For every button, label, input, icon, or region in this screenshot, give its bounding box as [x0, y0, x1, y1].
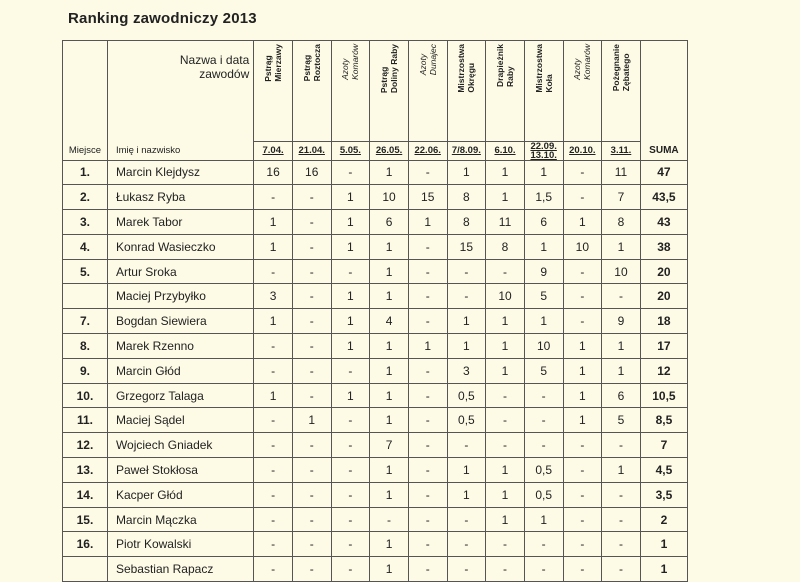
sum-cell: 3,5 — [640, 482, 687, 507]
score-cell: - — [408, 458, 447, 483]
score-cell: - — [602, 284, 641, 309]
score-cell: - — [292, 458, 331, 483]
score-cell: 1 — [524, 234, 563, 259]
score-cell: - — [292, 259, 331, 284]
score-cell: 1 — [331, 185, 370, 210]
table-row — [63, 458, 688, 483]
score-cell: - — [408, 259, 447, 284]
score-cell: - — [602, 557, 641, 582]
event-name: Azoty Komarów — [340, 44, 361, 80]
score-cell: 1 — [370, 408, 409, 433]
score-cell: - — [254, 334, 293, 359]
score-cell: 9 — [524, 259, 563, 284]
score-cell: 1 — [447, 309, 486, 334]
score-cell: 1 — [563, 383, 602, 408]
sum-header-top — [640, 41, 687, 142]
score-cell: - — [292, 185, 331, 210]
score-cell: 8 — [447, 185, 486, 210]
event-date: 5.05. — [331, 141, 370, 160]
score-cell: 1 — [331, 210, 370, 235]
score-cell: 1 — [602, 334, 641, 359]
place-cell: 16. — [63, 532, 108, 557]
score-cell: - — [331, 507, 370, 532]
score-cell: - — [331, 532, 370, 557]
table-row — [63, 334, 688, 359]
event-name: Pstrąg Doliny Raby — [379, 44, 400, 94]
sum-cell: 10,5 — [640, 383, 687, 408]
score-cell: 1 — [486, 160, 525, 185]
name-cell: Grzegorz Talaga — [107, 383, 253, 408]
name-cell: Maciej Przybyłko — [107, 284, 253, 309]
event-date: 21.04. — [292, 141, 331, 160]
score-cell: 6 — [524, 210, 563, 235]
score-cell: - — [602, 532, 641, 557]
score-cell: 1 — [447, 334, 486, 359]
score-cell: 8 — [602, 210, 641, 235]
score-cell: 1 — [331, 334, 370, 359]
score-cell: 0,5 — [524, 482, 563, 507]
score-cell: 6 — [602, 383, 641, 408]
score-cell: 1 — [563, 210, 602, 235]
event-header-8 — [524, 41, 563, 142]
score-cell: 5 — [524, 358, 563, 383]
score-cell: 3 — [254, 284, 293, 309]
score-cell: 10 — [524, 334, 563, 359]
score-cell: - — [563, 433, 602, 458]
name-cell: Wojciech Gniadek — [107, 433, 253, 458]
score-cell: 1 — [370, 383, 409, 408]
score-cell: 9 — [602, 309, 641, 334]
place-header: Miejsce — [63, 141, 108, 160]
score-cell: - — [563, 284, 602, 309]
name-header: Imię i nazwisko — [107, 141, 253, 160]
score-cell: 1,5 — [524, 185, 563, 210]
event-date: 26.05. — [370, 141, 409, 160]
table-row — [63, 185, 688, 210]
score-cell: 1 — [254, 234, 293, 259]
event-name: Azoty Dunajec — [417, 44, 438, 76]
score-cell: - — [331, 160, 370, 185]
score-cell: - — [408, 532, 447, 557]
score-cell: - — [524, 532, 563, 557]
sum-cell: 43 — [640, 210, 687, 235]
events-caption — [107, 41, 253, 142]
name-cell: Marcin Głód — [107, 358, 253, 383]
score-cell: 1 — [447, 458, 486, 483]
name-cell: Konrad Wasieczko — [107, 234, 253, 259]
score-cell: - — [331, 557, 370, 582]
score-cell: - — [563, 185, 602, 210]
table-row — [63, 210, 688, 235]
score-cell: - — [602, 482, 641, 507]
score-cell: 1 — [524, 160, 563, 185]
score-cell: 1 — [370, 334, 409, 359]
sum-cell: 43,5 — [640, 185, 687, 210]
sum-cell: 20 — [640, 284, 687, 309]
place-cell: 11. — [63, 408, 108, 433]
score-cell: - — [292, 284, 331, 309]
score-cell: - — [447, 433, 486, 458]
sum-cell: 12 — [640, 358, 687, 383]
score-cell: 0,5 — [524, 458, 563, 483]
score-cell: - — [563, 259, 602, 284]
score-cell: - — [408, 507, 447, 532]
score-cell: - — [254, 259, 293, 284]
score-cell: - — [370, 507, 409, 532]
place-cell: 7. — [63, 309, 108, 334]
score-cell: 1 — [292, 408, 331, 433]
event-name: Pstrąg Roztocza — [301, 44, 322, 82]
score-cell: - — [254, 458, 293, 483]
place-cell: 12. — [63, 433, 108, 458]
name-cell: Artur Sroka — [107, 259, 253, 284]
score-cell: 10 — [563, 234, 602, 259]
place-cell: 15. — [63, 507, 108, 532]
score-cell: - — [254, 507, 293, 532]
score-cell: 1 — [524, 507, 563, 532]
score-cell: - — [486, 408, 525, 433]
score-cell: 8 — [486, 234, 525, 259]
score-cell: - — [292, 557, 331, 582]
score-cell: - — [292, 358, 331, 383]
score-cell: - — [254, 433, 293, 458]
score-cell: 1 — [602, 358, 641, 383]
score-cell: 1 — [486, 358, 525, 383]
score-cell: - — [292, 234, 331, 259]
score-cell: 1 — [254, 210, 293, 235]
score-cell: 1 — [563, 358, 602, 383]
score-cell: - — [524, 383, 563, 408]
name-cell: Paweł Stokłosa — [107, 458, 253, 483]
place-cell: 1. — [63, 160, 108, 185]
score-cell: 8 — [447, 210, 486, 235]
name-cell: Łukasz Ryba — [107, 185, 253, 210]
name-cell: Marek Rzenno — [107, 334, 253, 359]
score-cell: 0,5 — [447, 408, 486, 433]
place-cell: 14. — [63, 482, 108, 507]
sum-cell: 18 — [640, 309, 687, 334]
sum-header: SUMA — [640, 141, 687, 160]
score-cell: - — [331, 482, 370, 507]
score-cell: 0,5 — [447, 383, 486, 408]
score-cell: - — [331, 433, 370, 458]
event-date: 22.09. 13.10. — [524, 141, 563, 160]
table-row — [63, 160, 688, 185]
table-row — [63, 482, 688, 507]
score-cell: - — [292, 507, 331, 532]
score-cell: - — [408, 234, 447, 259]
sum-cell: 17 — [640, 334, 687, 359]
score-cell: 1 — [486, 334, 525, 359]
score-cell: - — [254, 408, 293, 433]
place-cell — [63, 557, 108, 582]
score-cell: 1 — [408, 334, 447, 359]
place-cell: 5. — [63, 259, 108, 284]
event-name: Azoty Komarów — [572, 44, 593, 80]
table-row — [63, 433, 688, 458]
name-cell: Marek Tabor — [107, 210, 253, 235]
score-cell: 10 — [602, 259, 641, 284]
score-cell: - — [254, 358, 293, 383]
event-date: 6.10. — [486, 141, 525, 160]
score-cell: 1 — [370, 532, 409, 557]
score-cell: - — [447, 507, 486, 532]
score-cell: - — [292, 210, 331, 235]
score-cell: - — [408, 309, 447, 334]
sum-cell: 47 — [640, 160, 687, 185]
place-cell: 8. — [63, 334, 108, 359]
score-cell: - — [331, 259, 370, 284]
score-cell: - — [563, 507, 602, 532]
event-date: 22.06. — [408, 141, 447, 160]
sum-cell: 8,5 — [640, 408, 687, 433]
name-cell: Marcin Mączka — [107, 507, 253, 532]
score-cell: 1 — [370, 358, 409, 383]
score-cell: - — [292, 482, 331, 507]
event-date: 7.04. — [254, 141, 293, 160]
score-cell: 15 — [447, 234, 486, 259]
table-row — [63, 309, 688, 334]
score-cell: 6 — [370, 210, 409, 235]
score-cell: 1 — [331, 234, 370, 259]
score-cell: 5 — [524, 284, 563, 309]
score-cell: - — [486, 557, 525, 582]
score-cell: 1 — [370, 234, 409, 259]
place-cell: 2. — [63, 185, 108, 210]
score-cell: - — [602, 433, 641, 458]
event-header-7 — [486, 41, 525, 142]
page-title: Ranking zawodniczy 2013 — [68, 10, 257, 27]
score-cell: 1 — [524, 309, 563, 334]
sum-cell: 1 — [640, 532, 687, 557]
event-date: 20.10. — [563, 141, 602, 160]
event-date: 7/8.09. — [447, 141, 486, 160]
sum-cell: 4,5 — [640, 458, 687, 483]
score-cell: 1 — [486, 507, 525, 532]
table-row — [63, 408, 688, 433]
event-header-1 — [254, 41, 293, 142]
score-cell: 4 — [370, 309, 409, 334]
score-cell: - — [408, 408, 447, 433]
event-header-6 — [447, 41, 486, 142]
event-name: Pstrąg Mierzawy — [263, 44, 284, 82]
event-header-5 — [408, 41, 447, 142]
event-header-2 — [292, 41, 331, 142]
sum-cell: 38 — [640, 234, 687, 259]
score-cell: - — [331, 358, 370, 383]
score-cell: 1 — [563, 408, 602, 433]
score-cell: - — [408, 383, 447, 408]
table-row — [63, 532, 688, 557]
score-cell: 1 — [370, 458, 409, 483]
score-cell: 1 — [447, 160, 486, 185]
score-cell: - — [563, 309, 602, 334]
score-cell: - — [486, 259, 525, 284]
place-cell: 3. — [63, 210, 108, 235]
score-cell: 1 — [331, 309, 370, 334]
place-cell: 10. — [63, 383, 108, 408]
score-cell: - — [254, 185, 293, 210]
event-header-3 — [331, 41, 370, 142]
score-cell: - — [563, 532, 602, 557]
score-cell: 11 — [602, 160, 641, 185]
score-cell: 15 — [408, 185, 447, 210]
score-cell: - — [254, 557, 293, 582]
table-row — [63, 507, 688, 532]
score-cell: - — [408, 433, 447, 458]
score-cell: - — [408, 160, 447, 185]
events-caption-text: Nazwa i data zawodów — [179, 53, 250, 81]
score-cell: 1 — [447, 482, 486, 507]
name-cell: Maciej Sądel — [107, 408, 253, 433]
table-row — [63, 259, 688, 284]
score-cell: 1 — [370, 259, 409, 284]
score-cell: - — [254, 482, 293, 507]
score-cell: 1 — [486, 309, 525, 334]
score-cell: 1 — [602, 458, 641, 483]
score-cell: - — [486, 433, 525, 458]
score-cell: - — [292, 532, 331, 557]
score-cell: - — [524, 408, 563, 433]
place-cell — [63, 284, 108, 309]
score-cell: - — [292, 383, 331, 408]
ranking-table — [62, 40, 688, 582]
score-cell: 3 — [447, 358, 486, 383]
score-cell: 1 — [486, 458, 525, 483]
score-cell: 7 — [370, 433, 409, 458]
score-cell: 10 — [486, 284, 525, 309]
score-cell: 11 — [486, 210, 525, 235]
event-name: Drapieżnik Raby — [495, 44, 516, 87]
place-cell: 9. — [63, 358, 108, 383]
event-name: Pożegnanie Zębatego — [610, 44, 631, 92]
table-row — [63, 383, 688, 408]
place-cell: 13. — [63, 458, 108, 483]
score-cell: 1 — [486, 185, 525, 210]
score-cell: 1 — [370, 557, 409, 582]
table-row — [63, 284, 688, 309]
score-cell: 1 — [602, 234, 641, 259]
event-name: Mistrzostwa Okręgu — [456, 44, 477, 93]
score-cell: 1 — [370, 160, 409, 185]
score-cell: - — [408, 557, 447, 582]
score-cell: - — [292, 334, 331, 359]
score-cell: 1 — [370, 284, 409, 309]
name-cell: Sebastian Rapacz — [107, 557, 253, 582]
score-cell: - — [447, 284, 486, 309]
score-cell: - — [292, 309, 331, 334]
score-cell: 1 — [331, 284, 370, 309]
score-cell: - — [292, 433, 331, 458]
score-cell: 1 — [370, 482, 409, 507]
score-cell: 1 — [331, 383, 370, 408]
score-cell: 10 — [370, 185, 409, 210]
score-cell: - — [447, 557, 486, 582]
event-date: 3.11. — [602, 141, 641, 160]
event-header-10 — [602, 41, 641, 142]
score-cell: 5 — [602, 408, 641, 433]
score-cell: - — [254, 532, 293, 557]
name-cell: Piotr Kowalski — [107, 532, 253, 557]
score-cell: - — [563, 458, 602, 483]
score-cell: 1 — [486, 482, 525, 507]
event-header-9 — [563, 41, 602, 142]
table-row — [63, 234, 688, 259]
place-cell: 4. — [63, 234, 108, 259]
score-cell: 1 — [563, 334, 602, 359]
score-cell: - — [524, 557, 563, 582]
score-cell: 1 — [254, 383, 293, 408]
score-cell: - — [563, 557, 602, 582]
score-cell: - — [447, 532, 486, 557]
score-cell: - — [563, 160, 602, 185]
event-header-4 — [370, 41, 409, 142]
score-cell: - — [563, 482, 602, 507]
score-cell: - — [602, 507, 641, 532]
table-row — [63, 358, 688, 383]
sum-cell: 7 — [640, 433, 687, 458]
score-cell: - — [524, 433, 563, 458]
score-cell: 16 — [254, 160, 293, 185]
sum-cell: 2 — [640, 507, 687, 532]
sum-cell: 1 — [640, 557, 687, 582]
score-cell: - — [486, 383, 525, 408]
name-cell: Kacper Głód — [107, 482, 253, 507]
score-cell: - — [486, 532, 525, 557]
event-name: Mistrzostwa Koła — [533, 44, 554, 93]
score-cell: - — [408, 284, 447, 309]
score-cell: 7 — [602, 185, 641, 210]
score-cell: - — [331, 408, 370, 433]
table-row — [63, 557, 688, 582]
score-cell: 1 — [408, 210, 447, 235]
score-cell: 1 — [254, 309, 293, 334]
score-cell: - — [331, 458, 370, 483]
name-cell: Bogdan Siewiera — [107, 309, 253, 334]
score-cell: - — [447, 259, 486, 284]
score-cell: 16 — [292, 160, 331, 185]
score-cell: - — [408, 482, 447, 507]
name-cell: Marcin Klejdysz — [107, 160, 253, 185]
sum-cell: 20 — [640, 259, 687, 284]
place-header-top — [63, 41, 108, 142]
score-cell: - — [408, 358, 447, 383]
